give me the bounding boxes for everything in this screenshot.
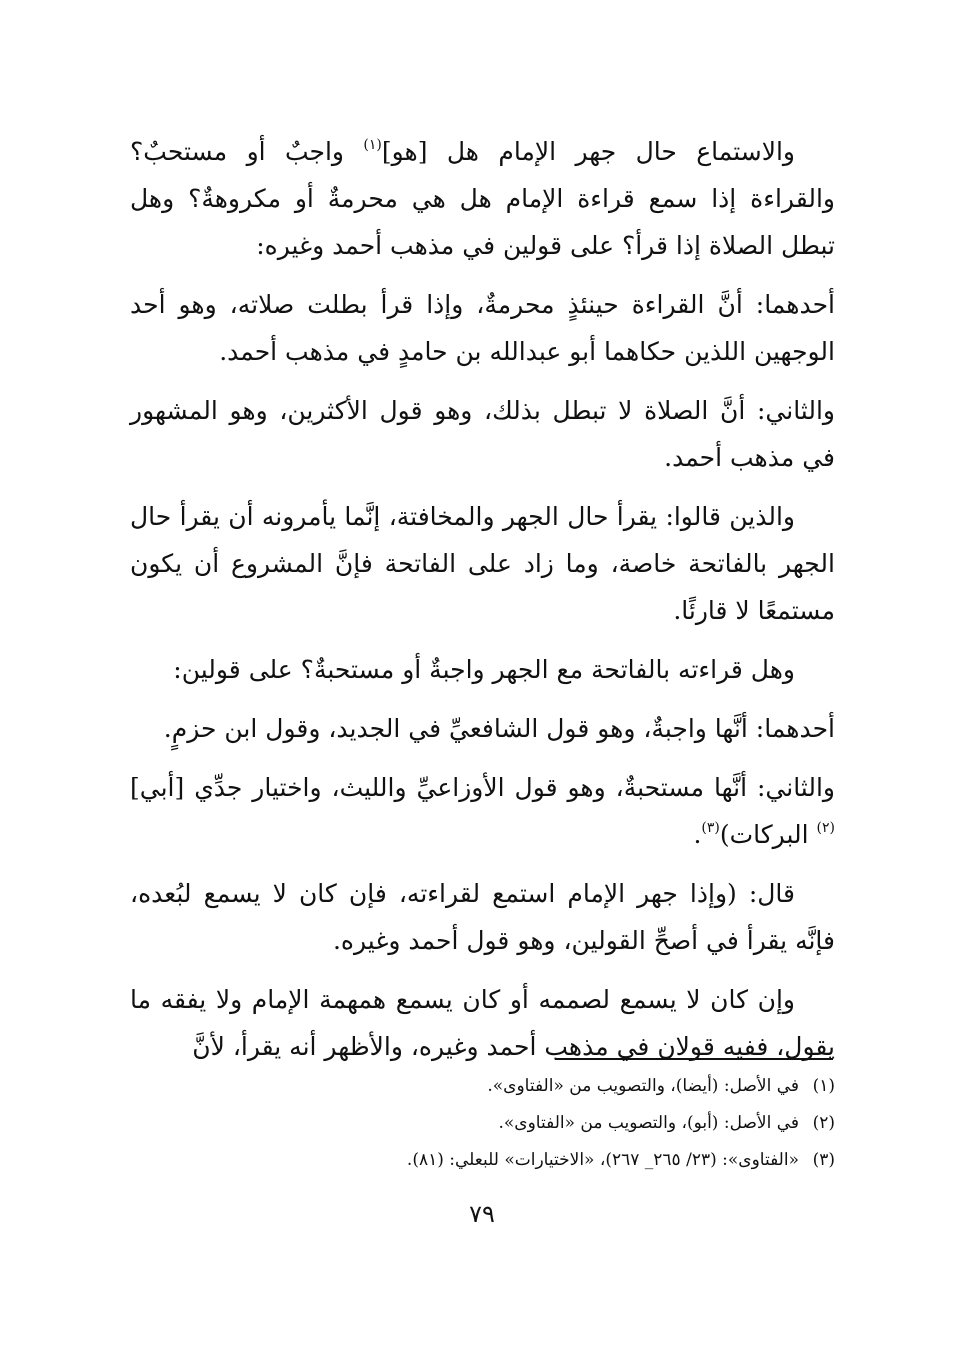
paragraph-3: والثاني: أنَّ الصلاة لا تبطل بذلك، وهو قول الأكثرين، وهو المشهور في مذهب أحمد.: [130, 396, 835, 472]
footnote-ref-1: (١): [363, 137, 382, 153]
footnote-text: «الفتاوى»: (٢٣/ ٢٦٥_ ٢٦٧)، «الاختيارات» للبعلي: (٨١).: [406, 1150, 799, 1170]
paragraph-9: وإن كان لا يسمع لصممه أو كان يسمع همهمة الإمام ولا يفقه ما يقول، ففيه قولان في مذهب أحمد وغيره، والأظهر أنه يقرأ، لأنَّ: [130, 985, 835, 1061]
footnote-ref-2: (٢): [816, 820, 835, 836]
footnotes: [130, 1068, 835, 1179]
main-text: [130, 128, 835, 1082]
paragraph-6: أحدهما: أنَّها واجبةٌ، وهو قول الشافعيِّ في الجديد، وقول ابن حزمٍ.: [163, 714, 835, 743]
footnote-text: في الأصل: (أبو)، والتصويب من «الفتاوى».: [498, 1113, 799, 1133]
footnote-divider: [555, 1058, 833, 1060]
footnote-number: (٣): [812, 1150, 835, 1170]
paragraph-8: قال: (وإذا جهر الإمام استمع لقراءته، فإن كان لا يسمع لبُعده، فإنَّه يقرأ في أصحِّ القولين، وهو قول أحمد وغيره.: [130, 879, 835, 955]
footnote-2: [130, 1105, 835, 1142]
paragraph-2: أحدهما: أنَّ القراءة حينئذٍ محرمةٌ، وإذا قرأ بطلت صلاته، وهو أحد الوجهين اللذين حكاهما أبو عبدالله بن حامدٍ في مذهب أحمد.: [130, 290, 835, 366]
footnote-1: [130, 1068, 835, 1105]
paragraph-7: والثاني: أنَّها مستحبةٌ، وهو قول الأوزاعيِّ والليث، واختيار جدِّي [أبي]$^{(٢)}$ البركات)$^{(٣)}$.: [130, 773, 835, 849]
paragraph-1: والاستماع حال جهر الإمام هل [هو]$^{(١)}$ واجبٌ أو مستحبٌ؟ والقراءة إذا سمع قراءة الإمام هل هي محرمةٌ أو مكروهةٌ؟ وهل تبطل الصلاة إذا قرأ؟ على قولين في مذهب أحمد وغيره:: [130, 137, 835, 260]
footnote-ref-3: (٣): [701, 820, 720, 836]
page-number: ٧٩: [469, 1200, 495, 1228]
paragraph-4: والذين قالوا: يقرأ حال الجهر والمخافتة، إنَّما يأمرونه أن يقرأ حال الجهر بالفاتحة خاصة، وما زاد على الفاتحة فإنَّ المشروع أن يكون مستمعًا لا قارئًا.: [130, 502, 835, 625]
footnote-number: (١): [812, 1076, 835, 1096]
footnote-3: [130, 1142, 835, 1179]
footnote-number: (٢): [812, 1113, 835, 1133]
paragraph-5: وهل قراءته بالفاتحة مع الجهر واجبةٌ أو مستحبةٌ؟ على قولين:: [173, 655, 795, 684]
footnote-text: في الأصل: (أيضا)، والتصويب من «الفتاوى».: [487, 1076, 799, 1096]
